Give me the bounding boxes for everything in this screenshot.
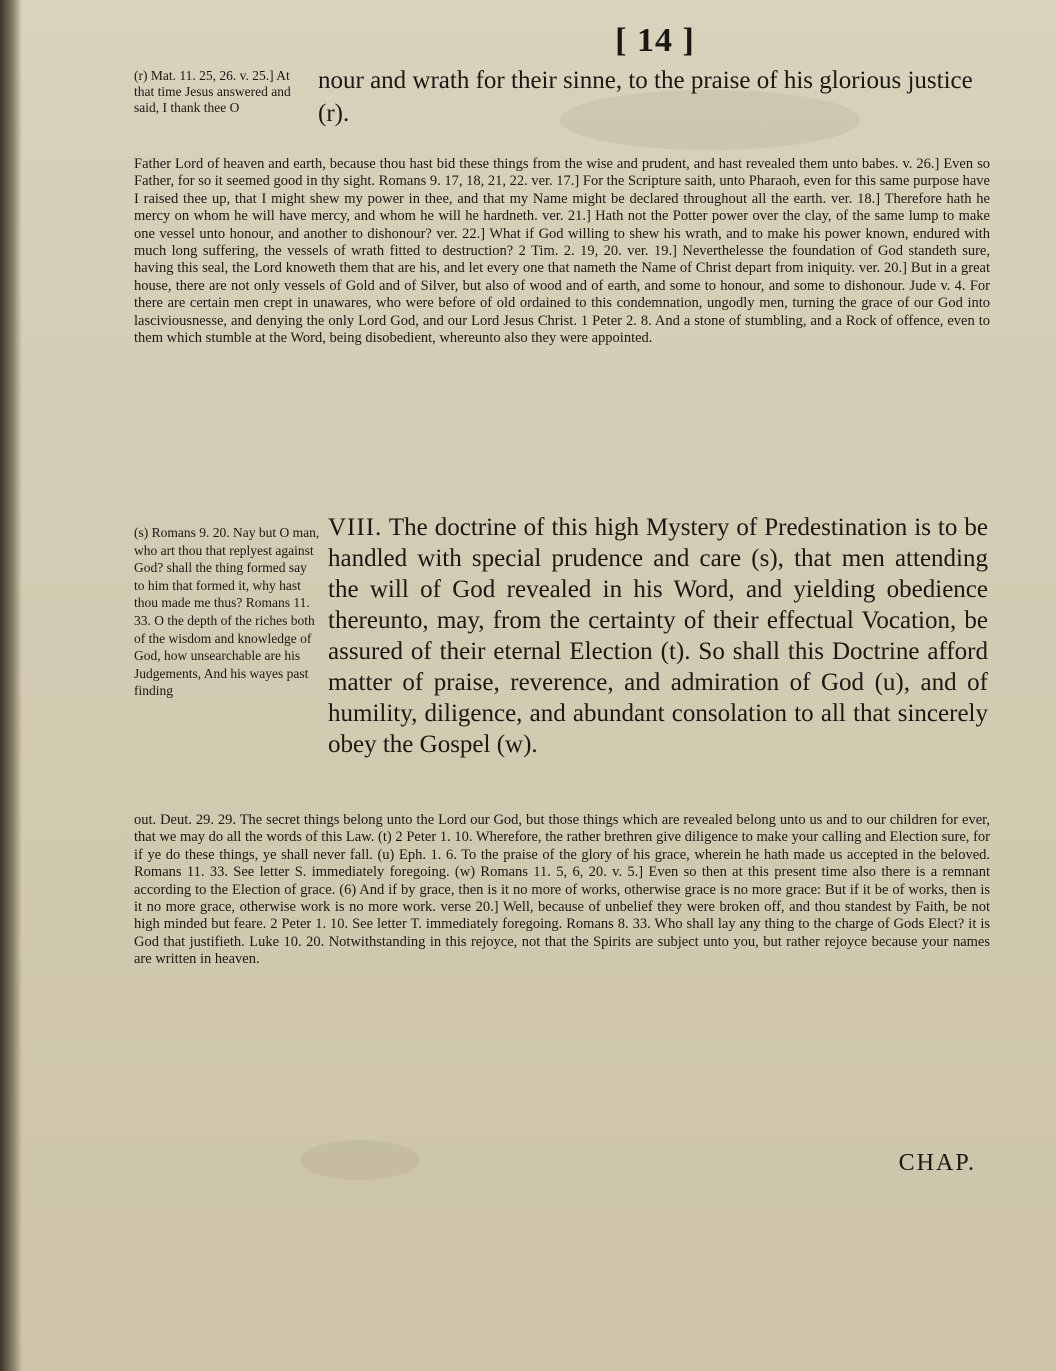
footnote-text: out. Deut. 29. 29. The secret things belong unto the Lord our God, but those things which are revealed belong unto us and to our children for ever, that we may do all the words of this Law. (t) 2 Peter 1. 10. Wherefore, the rather brethren give diligence to make your calling and Election sure, for if ye do these things, ye shall never fall. (u) Eph. 1. 6. To the praise of the glory of his grace, wherein he hath made us accepted in the beloved. Romans 11. 33. See letter S. immediately foregoing. (w) Romans 11. 5, 6, 20. v. 5.] Even so then at this present time also there is a remnant according to the Election of grace. (6) And if by grace, then is it no more of works, otherwise grace is no more grace: But if it be of works, then is it no more grace, otherwise work is no more work. verse 20.] Well, because of unbelief they were broken off, and thou standest by Faith, be not high minded but feare. 2 Peter 1. 10. See letter T. immediately foregoing. Romans 8. 33. Who shall lay any thing to the charge of Gods Elect? it is God that justifieth. Luke 10. 20. Notwithstanding in this rejoyce, not that the Spirits are subject unto you, but rather rejoyce because your names are written in heaven. [134, 812, 990, 968]
margin-note-s: (s) Romans 9. 20. Nay but O man, who art thou that replyest against God? shall the thing formed say to him that formed it, why hast thou made me thus? Romans 11. 33. O the depth of the riches both of the wisdom and knowledge of God, how unsearchable are his Judgements, And his wayes past finding [134, 525, 320, 699]
section-text: The doctrine of this high Mystery of Predestination is to be handled with special prudence and care (s), that men attending the will of God revealed in his Word, and yielding obedience thereunto, may, from the certainty of their effectual Vocation, be assured of their eternal Election (t). So shall this Doctrine afford matter of praise, reverence, and admiration of God (u), and of humility, diligence, and abundant consolation to all that sincerely obey the Gospel (w). [328, 514, 988, 758]
footnote-block-t-w [134, 812, 990, 969]
footnote-block-r [134, 156, 990, 347]
page-gutter-shadow [0, 0, 22, 1371]
section-number: VIII. [328, 514, 383, 541]
footnote-text: Father Lord of heaven and earth, because thou hast bid these things from the wise and prudent, and hast revealed them unto babes. v. 26.] Even so Father, for so it seemed good in thy sight. Romans 9. 17, 18, 21, 22. ver. 17.] For the Scripture saith, unto Pharaoh, even for this same purpose have I raised thee up, that I might shew my power in thee, and that my Name might be declared throughout all the earth. ver. 18.] Therefore hath he mercy on whom he will have mercy, and whom he will he hardneth. ver. 21.] Hath not the Potter power over the clay, of the same lump to make one vessel unto honour, and another to dishonour? ver. 22.] What if God willing to shew his wrath, and to make his power known, endured with much long suffering, the vessels of wrath fitted to destruction? 2 Tim. 2. 19, 20. ver. 19.] Neverthelesse the foundation of God standeth sure, having this seal, the Lord knoweth them that are his, and let every one that nameth the Name of Christ depart from iniquity. ver. 20.] But in a great house, there are not only vessels of Gold and of Silver, but also of wood and of earth, and some to honour, and some to dishonour. Jude v. 4. For there are certain men crept in unawares, who were before of old ordained to this condemnation, ungodly men, turning the grace of our God into lasciviousnesse, and denying the only Lord God, and our Lord Jesus Christ. 1 Peter 2. 8. And a stone of stumbling, and a Rock of offence, even to them which stumble at the Word, being disobedient, whereunto also they were appointed. [134, 156, 990, 347]
page-number: [ 14 ] [615, 22, 695, 59]
catchword: CHAP. [898, 1150, 976, 1176]
main-text-continuation: nour and wrath for their sinne, to the praise of his glorious justice (r). [318, 67, 973, 127]
section-viii [328, 512, 988, 760]
margin-note-r: (r) Mat. 11. 25, 26. v. 25.] At that time Jesus answered and said, I thank thee O [134, 68, 291, 115]
paper-stain [300, 1140, 420, 1180]
